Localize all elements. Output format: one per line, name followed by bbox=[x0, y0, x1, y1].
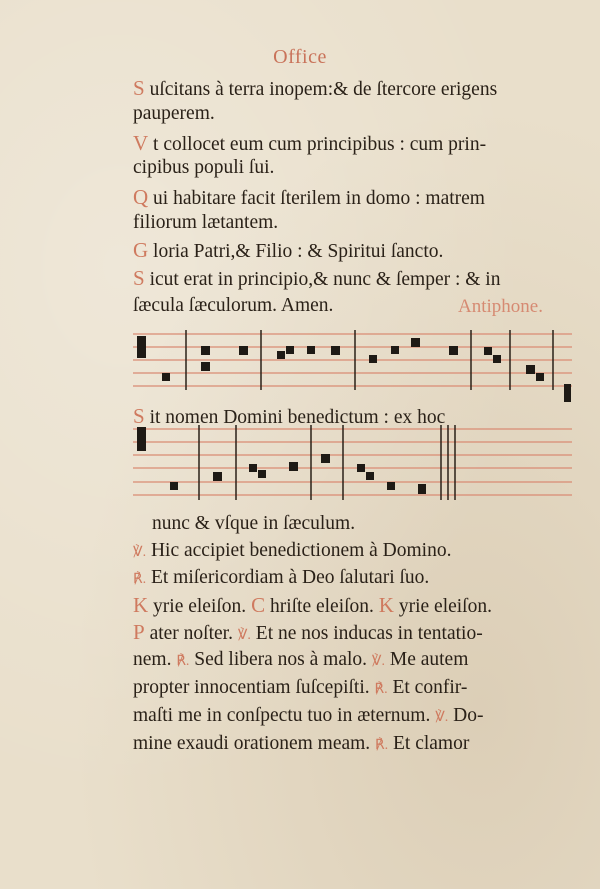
line-text: maſti me in conſpectu tuo in æternum. bbox=[133, 705, 431, 726]
versicle-mark: ℣. bbox=[237, 628, 251, 643]
response-mark: ℟. bbox=[176, 654, 190, 669]
line-text: nem. bbox=[133, 649, 172, 670]
red-initial: K bbox=[133, 593, 149, 617]
text-line bbox=[133, 732, 469, 758]
red-initial: Q bbox=[133, 185, 149, 209]
text-line bbox=[133, 648, 468, 674]
response-text: Et clamor bbox=[393, 733, 470, 754]
pater-text: ater noſter. bbox=[149, 623, 233, 644]
response-text: Et confir- bbox=[392, 677, 468, 698]
staff-1-notes bbox=[137, 336, 571, 402]
response-text: Et miſericordiam à Deo ſalutari ſuo. bbox=[150, 567, 430, 588]
versicle-mark: ℣. bbox=[435, 710, 449, 725]
line-text: loria Patri,& Filio : & Spiritui ſancto. bbox=[153, 241, 444, 262]
line-text: t collocet eum cum principibus : cum prin- bbox=[153, 134, 487, 155]
red-initial: V bbox=[133, 131, 149, 155]
line-text: ſæcula ſæculorum. Amen. bbox=[133, 295, 334, 316]
antiphone-rubric: Antiphone. bbox=[458, 296, 543, 317]
response-mark: ℟. bbox=[133, 572, 147, 587]
line-text: uſcitans à terra inopem:& de ſtercore erigens bbox=[149, 79, 498, 100]
versicle-mark: ℣. bbox=[371, 654, 385, 669]
red-initial: S bbox=[133, 76, 145, 100]
pater-line bbox=[133, 620, 483, 648]
response-mark: ℟. bbox=[374, 682, 388, 697]
versicle-mark: ℣. bbox=[133, 545, 147, 560]
line-text: propter innocentiam ſuſcepiſti. bbox=[133, 677, 370, 698]
red-initial: C bbox=[251, 593, 266, 617]
line-text: pauperem. bbox=[133, 103, 215, 124]
versicle-text: Hic accipiet benedictionem à Domino. bbox=[150, 540, 452, 561]
line-text: icut erat in principio,& nunc & ſemper : & in bbox=[149, 269, 501, 290]
text-line bbox=[133, 704, 483, 730]
line-text: ui habitare facit ſterilem in domo : matrem bbox=[153, 188, 485, 209]
chant-text: nunc & vſque in ſæculum. bbox=[152, 513, 356, 534]
kyrie-text: yrie eleiſon. bbox=[153, 596, 247, 617]
christe-text: hriſte eleiſon. bbox=[269, 596, 374, 617]
red-initial: S bbox=[133, 266, 145, 290]
response-line bbox=[133, 566, 429, 592]
line-text: cipibus populi ſui. bbox=[133, 157, 275, 178]
red-initial: P bbox=[133, 620, 145, 644]
versicle-text: Et ne nos inducas in tentatio- bbox=[255, 623, 483, 644]
red-initial: K bbox=[378, 593, 394, 617]
response-text: Sed libera nos à malo. bbox=[194, 649, 368, 670]
red-initial: G bbox=[133, 238, 149, 262]
page-header: Office bbox=[273, 46, 327, 68]
chant-text-line bbox=[152, 512, 355, 536]
response-mark: ℟. bbox=[375, 738, 389, 753]
staff-1 bbox=[133, 334, 572, 386]
line-text: filiorum lætantem. bbox=[133, 212, 279, 233]
line-text: mine exaudi orationem meam. bbox=[133, 733, 371, 754]
versicle-line bbox=[133, 539, 451, 565]
versicle-text: Do- bbox=[453, 705, 484, 726]
red-initial: S bbox=[133, 404, 145, 428]
kyrie-text: yrie eleiſon. bbox=[398, 596, 492, 617]
chant-text: it nomen Domini benedictum : ex hoc bbox=[149, 407, 446, 428]
versicle-text: Me autem bbox=[389, 649, 469, 670]
staff-2-notes bbox=[137, 427, 426, 494]
kyrie-line bbox=[133, 593, 492, 619]
chant-text-line bbox=[133, 404, 445, 430]
text-line bbox=[133, 676, 467, 702]
